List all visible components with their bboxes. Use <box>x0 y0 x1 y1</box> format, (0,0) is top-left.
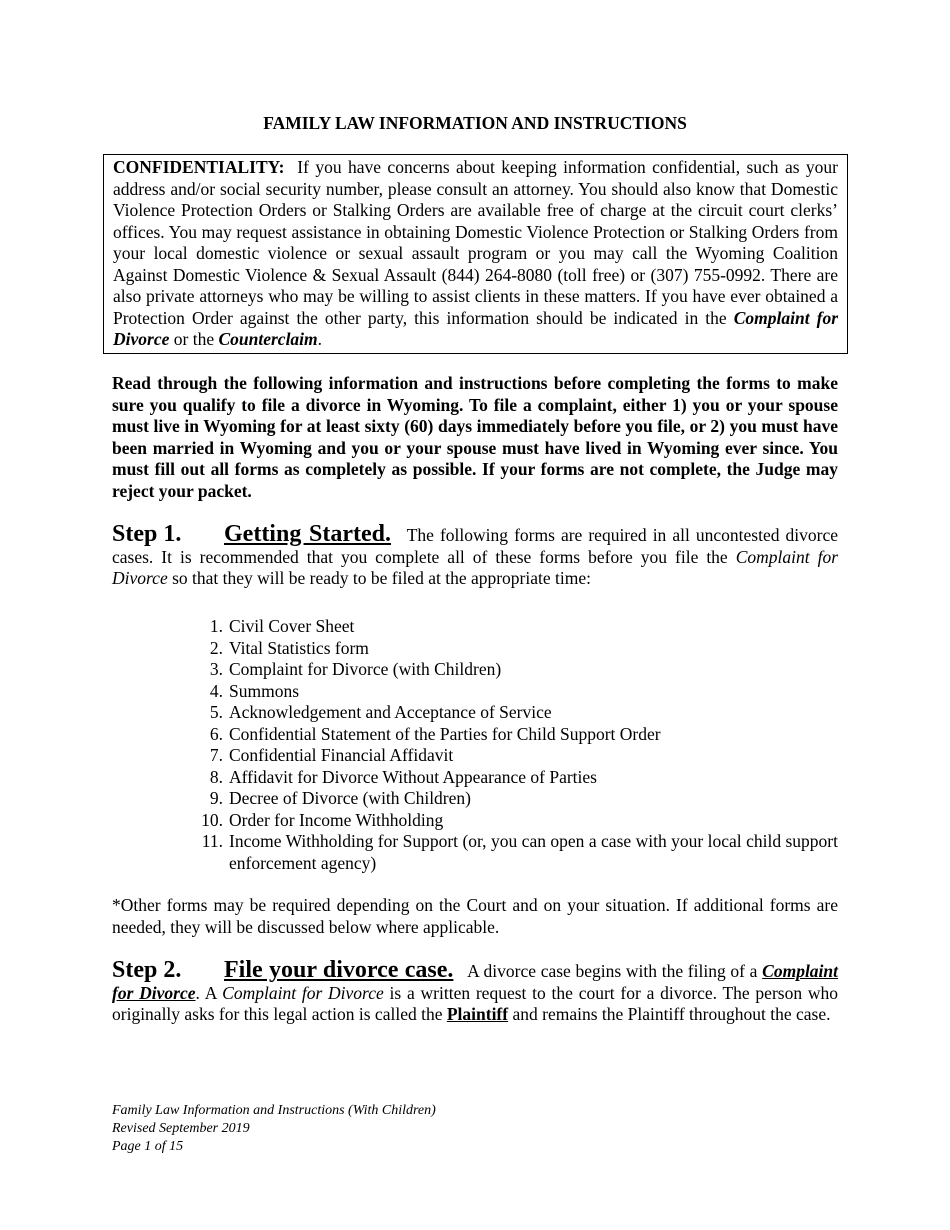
list-item-text: Income Withholding for Support (or, you can open a case with your local child support enforcement agency) <box>229 831 838 873</box>
list-item-number: 10. <box>201 809 223 830</box>
counterclaim-ref: Counterclaim <box>218 329 318 349</box>
list-item-text: Summons <box>229 680 300 701</box>
list-item-text: Decree of Divorce (with Children) <box>229 788 471 808</box>
conf-end: . <box>317 329 323 349</box>
conf-or-text: or the <box>173 329 215 349</box>
step-1-text-end: so that they will be ready to be filed at the appropriate time: <box>172 568 591 588</box>
confidentiality-text: If you have concerns about keeping information confidential, such as your address and/or social security number, please consult an attorney. You should also know that Domestic Violence Protection Orders or Stalking Orders are available free of charge at the circuit court clerks’ offices. You may request assistance in obtaining Domestic Violence Protection or Stalking Orders from your local domestic violence or sexual assault program or you may call the Wyoming Coalition Against Domestic Violence & Sexual Assault (844) 264-8080 (toll free) or (307) 755-0992. There are also private attorneys who may be willing to assist clients in these matters. If you have ever obtained a Protection Order against the other party, this information should be indicated in the <box>113 157 839 328</box>
step-2-text-c: is a written request to the court for a divorce. The person who originally asks for this legal action is called the <box>112 982 838 1024</box>
list-item <box>197 767 838 789</box>
list-item <box>197 681 838 703</box>
step-1-section <box>112 521 839 590</box>
list-item-number: 4. <box>209 680 223 701</box>
complaint-for-divorce-ref: Complaint for Divorce <box>113 307 839 349</box>
step-2-complaint-ref-2: Complaint for Divorce <box>222 982 384 1003</box>
list-item <box>197 702 838 724</box>
step-2-text: A divorce case begins with the filing of a <box>467 961 758 981</box>
step-2-title: File your divorce case. <box>224 957 454 983</box>
list-item <box>197 831 838 874</box>
list-item-text: Complaint for Divorce (with Children) <box>229 659 502 679</box>
step-1-text: The following forms are required in all uncontested divorce cases. It is recommended that you complete all of these forms before you file the <box>112 525 838 567</box>
plaintiff-term: Plaintiff <box>446 1004 509 1024</box>
list-item-text: Affidavit for Divorce Without Appearance of Parties <box>229 766 597 787</box>
required-forms-list <box>197 616 838 874</box>
step-2-text-b: . A <box>195 982 217 1003</box>
step-1-number: Step 1. <box>112 521 182 547</box>
list-item-number: 7. <box>209 745 223 765</box>
list-item-text: Order for Income Withholding <box>229 809 444 830</box>
list-item <box>197 638 838 660</box>
page-footer <box>112 1102 612 1156</box>
list-item-number: 2. <box>209 637 223 658</box>
list-item <box>197 659 838 681</box>
list-item <box>197 616 838 638</box>
step-2-complaint-ref: Complaint for Divorce <box>112 961 839 1003</box>
step-2-text-d: and remains the Plaintiff throughout the case. <box>512 1004 831 1024</box>
list-item-number: 5. <box>209 702 223 722</box>
list-item <box>197 724 838 746</box>
step-2-number: Step 2. <box>112 957 182 983</box>
list-item-text: Vital Statistics form <box>229 637 369 658</box>
step-1-doc-ref: Complaint for Divorce <box>112 546 839 588</box>
list-item-text: Confidential Financial Affidavit <box>229 745 454 765</box>
confidentiality-label: CONFIDENTIALITY: <box>113 157 285 177</box>
confidentiality-notice <box>103 154 848 354</box>
list-item-text: Acknowledgement and Acceptance of Service <box>229 702 552 722</box>
list-item-number: 8. <box>209 766 223 787</box>
footer-page-number: Page 1 of 15 <box>112 1139 184 1154</box>
list-item-number: 11. <box>201 831 223 851</box>
list-item-number: 3. <box>209 659 223 679</box>
list-item <box>197 788 838 810</box>
page-title: FAMILY LAW INFORMATION AND INSTRUCTIONS <box>263 113 687 133</box>
footer-revision: Revised September 2019 <box>112 1121 250 1136</box>
other-forms-note: *Other forms may be required depending on the Court and on your situation. If additional forms are needed, they will be discussed below where applicable. <box>112 895 838 937</box>
list-item-number: 1. <box>209 616 223 636</box>
list-item-number: 6. <box>209 723 223 744</box>
list-item-text: Civil Cover Sheet <box>229 616 355 636</box>
list-item-number: 9. <box>209 788 223 808</box>
step-2-section <box>112 957 839 1026</box>
list-item <box>197 810 838 832</box>
list-item <box>197 745 838 767</box>
footer-doc-title: Family Law Information and Instructions (With Children) <box>112 1103 436 1118</box>
step-1-title: Getting Started. <box>224 521 391 547</box>
intro-paragraph: Read through the following information and instructions before completing the forms to make sure you qualify to file a divorce in Wyoming. To file a complaint, either 1) you or your spouse must live in Wyoming for at least sixty (60) days immediately before you file, or 2) you must have been married in Wyoming and you or your spouse must have lived in Wyoming ever since. You must fill out all forms as completely as possible. If your forms are not complete, the Judge may reject your packet. <box>112 373 838 501</box>
list-item-text: Confidential Statement of the Parties for Child Support Order <box>229 723 661 744</box>
